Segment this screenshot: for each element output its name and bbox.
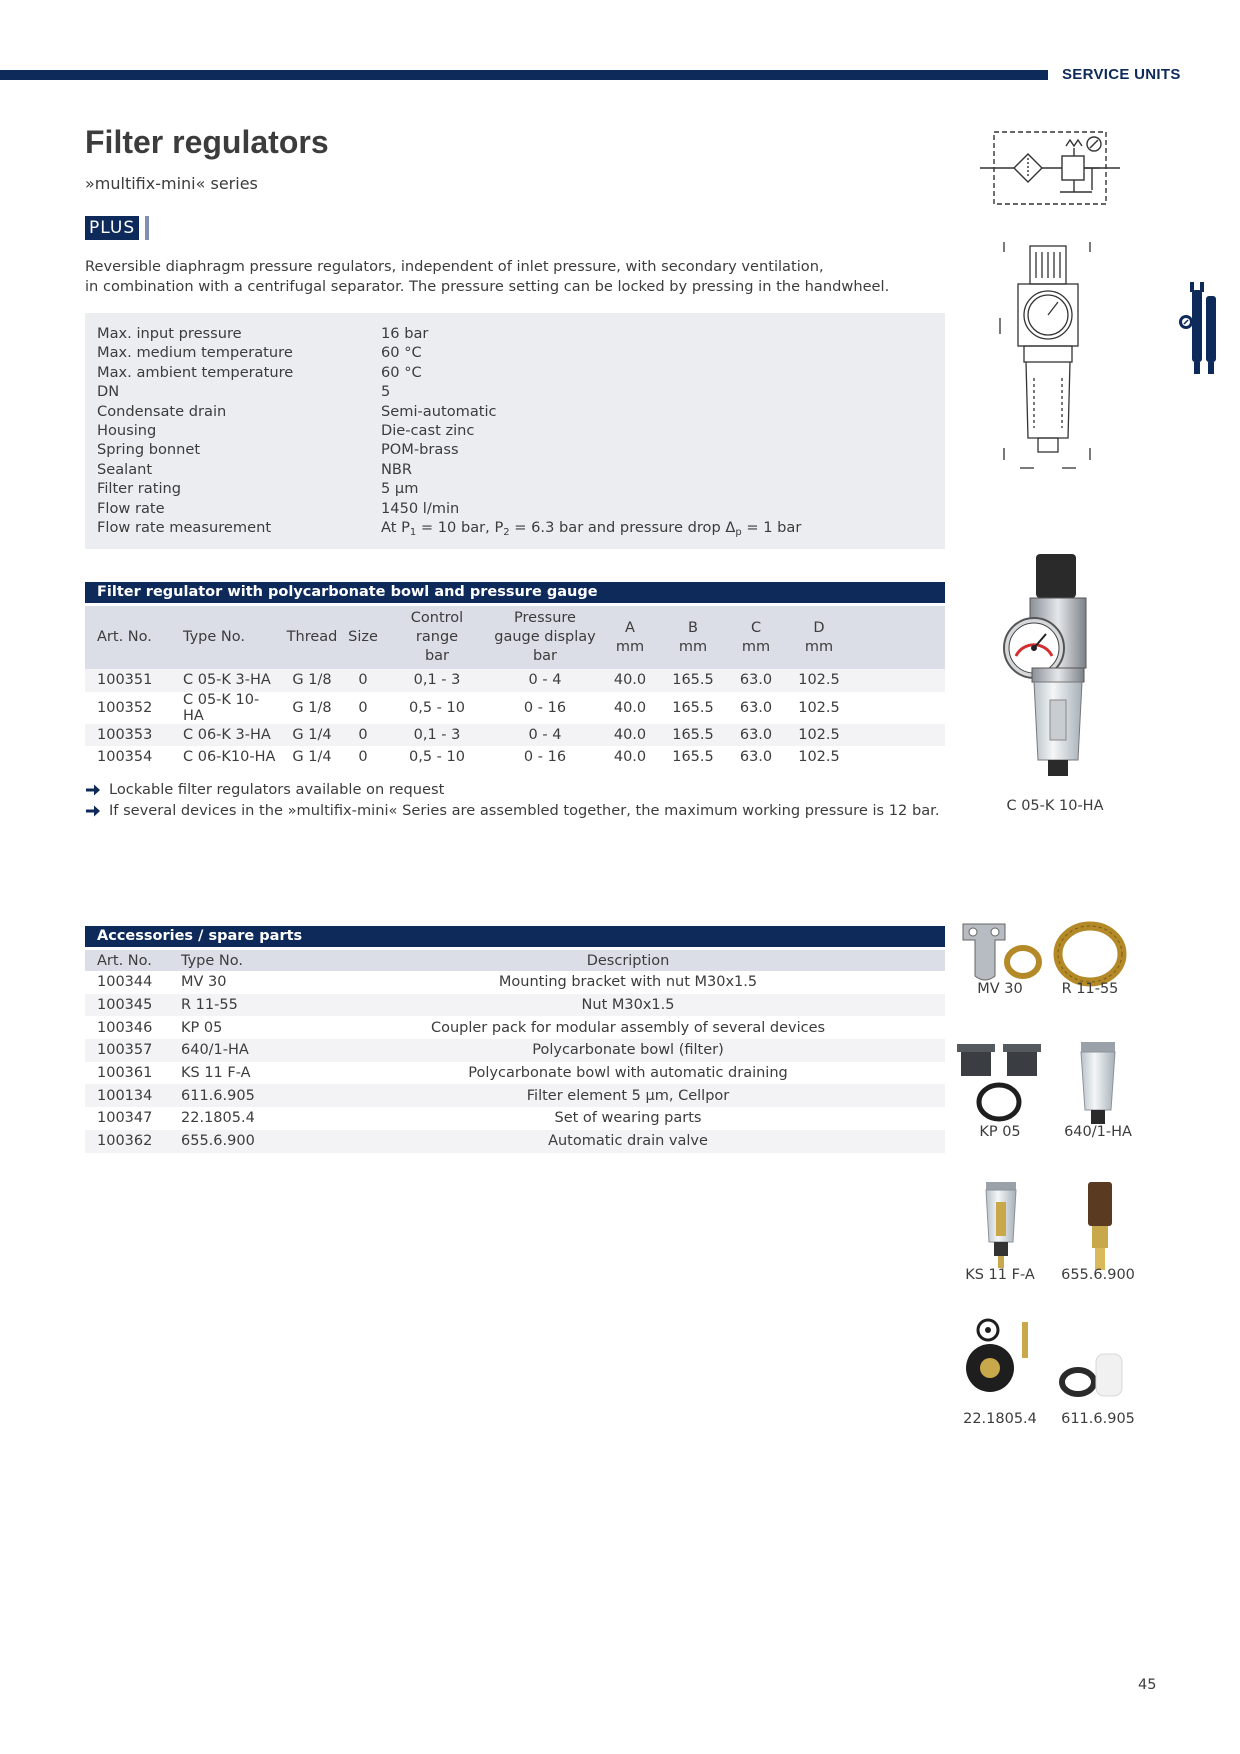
cell-c: 63.0 bbox=[739, 699, 773, 716]
spec-row bbox=[97, 402, 933, 421]
cell-d: 102.5 bbox=[798, 699, 840, 716]
caption-element: 611.6.905 bbox=[1061, 1411, 1135, 1427]
spec-key: Max. ambient temperature bbox=[97, 363, 294, 381]
header-line: bar bbox=[424, 648, 450, 664]
cell-art: 100352 bbox=[97, 699, 153, 716]
cell-spacer bbox=[851, 724, 945, 747]
formula-sub: 2 bbox=[503, 526, 510, 538]
mounting-bracket-photo bbox=[955, 918, 1045, 988]
cell-description: Nut M30x1.5 bbox=[581, 997, 675, 1014]
spec-value: NBR bbox=[381, 460, 413, 478]
cell-thread: G 1/8 bbox=[292, 699, 332, 716]
spec-key: Max. input pressure bbox=[97, 325, 242, 342]
formula-text: = 10 bar, P bbox=[416, 518, 504, 536]
spec-key: Housing bbox=[97, 421, 157, 439]
cell-type: MV 30 bbox=[181, 974, 227, 991]
spec-key: Filter rating bbox=[97, 480, 182, 498]
cell-gauge: 0 - 16 bbox=[523, 699, 567, 716]
cell-type: R 11-55 bbox=[181, 997, 238, 1014]
filter-regulator-photo bbox=[998, 550, 1108, 790]
cell-type: C 05-K 3-HA bbox=[183, 672, 271, 689]
cell-size: 0 bbox=[358, 726, 368, 743]
technical-drawing-icon bbox=[990, 238, 1110, 483]
cell-b: 165.5 bbox=[672, 699, 714, 716]
cell-description: Polycarbonate bowl with automatic draining bbox=[468, 1065, 788, 1082]
cell-d: 102.5 bbox=[798, 726, 840, 743]
cell-spacer bbox=[851, 692, 945, 724]
table-row bbox=[85, 724, 945, 747]
spec-box bbox=[85, 313, 945, 549]
cell-description: Mounting bracket with nut M30x1.5 bbox=[498, 974, 758, 991]
cell-type: C 06-K 3-HA bbox=[183, 726, 271, 743]
cell-art: 100354 bbox=[97, 749, 153, 766]
cell-art: 100344 bbox=[97, 974, 153, 991]
cell-description: Set of wearing parts bbox=[554, 1110, 702, 1127]
col-type-no: Type No. bbox=[183, 629, 245, 645]
coupler-pack-photo bbox=[955, 1040, 1045, 1125]
regulator-table-title: Filter regulator with polycarbonate bowl and pressure gauge bbox=[85, 582, 945, 603]
cell-type: 655.6.900 bbox=[181, 1133, 255, 1150]
spec-row bbox=[97, 382, 933, 401]
table-row bbox=[85, 1130, 945, 1153]
col-d bbox=[787, 606, 851, 669]
formula-sub: 1 bbox=[409, 526, 417, 538]
cell-a: 40.0 bbox=[613, 749, 647, 766]
cell-spacer bbox=[851, 746, 945, 769]
section-label: SERVICE UNITS bbox=[1062, 66, 1181, 83]
arrow-right-icon bbox=[85, 804, 101, 818]
spec-key: Condensate drain bbox=[97, 402, 227, 420]
cell-a: 40.0 bbox=[613, 726, 647, 743]
col-control-range bbox=[383, 606, 491, 669]
cell-c: 63.0 bbox=[739, 749, 773, 766]
col-spacer bbox=[851, 606, 945, 669]
cell-type: C 05-K 10-HA bbox=[183, 691, 260, 724]
arrow-right-icon bbox=[85, 783, 101, 797]
cell-spacer bbox=[851, 669, 945, 692]
cell-art: 100345 bbox=[97, 997, 153, 1014]
cell-type: 22.1805.4 bbox=[181, 1110, 255, 1127]
note-item bbox=[85, 800, 939, 821]
spec-row bbox=[97, 343, 933, 362]
formula-text: At P bbox=[381, 518, 410, 536]
header-line: B bbox=[688, 619, 698, 636]
col-description: Description bbox=[586, 952, 670, 969]
spec-value: Semi-automatic bbox=[381, 402, 497, 420]
header-line: bar bbox=[532, 648, 558, 664]
cell-art: 100361 bbox=[97, 1065, 153, 1082]
note-text: Lockable filter regulators available on request bbox=[109, 781, 445, 798]
formula-sub: p bbox=[735, 526, 742, 538]
spec-value: 5 bbox=[381, 383, 391, 401]
table-row bbox=[85, 1084, 945, 1107]
table-row bbox=[85, 1039, 945, 1062]
spec-value: 1450 l/min bbox=[381, 499, 460, 517]
header-line: gauge display bbox=[494, 629, 596, 645]
cell-art: 100353 bbox=[97, 726, 153, 743]
spec-key: Spring bonnet bbox=[97, 441, 201, 459]
intro-line: in combination with a centrifugal separator. The pressure setting can be locked by pressing in the handwheel. bbox=[85, 277, 890, 295]
spec-value: 60 °C bbox=[381, 363, 422, 381]
table-row bbox=[85, 971, 945, 994]
cell-thread: G 1/8 bbox=[292, 672, 332, 689]
table-row bbox=[85, 994, 945, 1017]
table-header-row bbox=[85, 950, 945, 971]
note-text: If several devices in the »multifix-mini« Series are assembled together, the maximum working pressure is 12 bar. bbox=[109, 802, 940, 819]
caption-wear: 22.1805.4 bbox=[963, 1411, 1037, 1427]
col-b bbox=[661, 606, 725, 669]
cell-type: 611.6.905 bbox=[181, 1087, 255, 1104]
cell-art: 100362 bbox=[97, 1133, 153, 1150]
notes bbox=[85, 779, 939, 821]
caption-mv30: MV 30 bbox=[977, 981, 1023, 997]
col-type-no: Type No. bbox=[181, 952, 243, 969]
spec-key: Flow rate bbox=[97, 499, 165, 517]
spec-value: 60 °C bbox=[381, 344, 422, 362]
spec-value bbox=[381, 518, 933, 537]
caption-drain: 655.6.900 bbox=[1061, 1267, 1135, 1283]
col-c bbox=[725, 606, 787, 669]
cell-c: 63.0 bbox=[739, 726, 773, 743]
cell-control: 0,5 - 10 bbox=[409, 749, 465, 766]
cell-type: 640/1-HA bbox=[181, 1042, 249, 1059]
note-item bbox=[85, 779, 939, 800]
polycarbonate-bowl-photo bbox=[1075, 1040, 1121, 1130]
spec-row bbox=[97, 440, 933, 459]
table-row bbox=[85, 1107, 945, 1130]
plus-badge-bar bbox=[145, 216, 149, 240]
cell-c: 63.0 bbox=[739, 672, 773, 689]
accessories-table-title: Accessories / spare parts bbox=[85, 926, 945, 947]
header-line: A bbox=[625, 619, 635, 636]
table-row bbox=[85, 669, 945, 692]
col-art-no: Art. No. bbox=[97, 629, 152, 645]
cell-art: 100357 bbox=[97, 1042, 153, 1059]
spec-key: Flow rate measurement bbox=[97, 518, 272, 536]
col-a bbox=[599, 606, 661, 669]
header-bar bbox=[0, 70, 1048, 80]
cell-type: C 06-K10-HA bbox=[183, 749, 276, 766]
header-line: Control bbox=[410, 610, 464, 626]
cell-type: KP 05 bbox=[181, 1019, 223, 1036]
cell-a: 40.0 bbox=[613, 672, 647, 689]
header-line: range bbox=[415, 629, 459, 645]
cell-description: Filter element 5 µm, Cellpor bbox=[526, 1087, 730, 1104]
cell-gauge: 0 - 4 bbox=[528, 726, 562, 743]
header-unit: mm bbox=[678, 638, 708, 655]
col-thread: Thread bbox=[286, 629, 338, 645]
cell-d: 102.5 bbox=[798, 749, 840, 766]
cell-b: 165.5 bbox=[672, 672, 714, 689]
regulator-table bbox=[85, 606, 945, 769]
spec-row bbox=[97, 421, 933, 440]
cell-description: Coupler pack for modular assembly of several devices bbox=[430, 1019, 826, 1036]
intro-text bbox=[85, 257, 945, 296]
col-art-no: Art. No. bbox=[97, 952, 152, 969]
table-row bbox=[85, 746, 945, 769]
formula-text: = 6.3 bar and pressure drop Δ bbox=[509, 518, 736, 536]
drain-valve-photo bbox=[1080, 1180, 1120, 1274]
table-row bbox=[85, 1062, 945, 1085]
page-number: 45 bbox=[1138, 1677, 1157, 1693]
spec-row bbox=[97, 499, 933, 518]
page-title: Filter regulators bbox=[85, 124, 329, 160]
spec-key: DN bbox=[97, 383, 120, 401]
caption-ks11: KS 11 F-A bbox=[965, 1267, 1035, 1283]
caption-bowl: 640/1-HA bbox=[1064, 1124, 1132, 1140]
series-subtitle: »multifix-mini« series bbox=[85, 174, 258, 193]
spec-row bbox=[97, 518, 933, 537]
accessories-table bbox=[85, 950, 945, 1153]
spec-value: 5 µm bbox=[381, 480, 419, 498]
header-line: Pressure bbox=[514, 610, 576, 626]
pneumatic-symbol-icon bbox=[980, 128, 1120, 208]
cell-art: 100347 bbox=[97, 1110, 153, 1127]
cell-art: 100351 bbox=[97, 672, 153, 689]
cell-art: 100346 bbox=[97, 1019, 153, 1036]
table-row bbox=[85, 692, 945, 724]
spec-value: Die-cast zinc bbox=[381, 421, 475, 439]
header-unit: mm bbox=[741, 638, 771, 655]
cell-size: 0 bbox=[358, 699, 368, 716]
table-row bbox=[85, 1016, 945, 1039]
cell-art: 100134 bbox=[97, 1087, 153, 1104]
plus-badge: PLUS bbox=[85, 216, 139, 240]
cell-a: 40.0 bbox=[613, 699, 647, 716]
filter-element-photo bbox=[1058, 1350, 1128, 1400]
service-unit-tab-icon bbox=[1178, 282, 1222, 378]
cell-gauge: 0 - 4 bbox=[528, 672, 562, 689]
formula-text: = 1 bar bbox=[741, 518, 802, 536]
cell-d: 102.5 bbox=[798, 672, 840, 689]
cell-control: 0,1 - 3 bbox=[413, 726, 461, 743]
product-caption: C 05-K 10-HA bbox=[1006, 798, 1104, 814]
header-unit: mm bbox=[615, 638, 645, 655]
spec-value: POM-brass bbox=[381, 441, 459, 459]
spec-key: Sealant bbox=[97, 460, 153, 478]
nut-photo bbox=[1052, 918, 1128, 988]
cell-b: 165.5 bbox=[672, 726, 714, 743]
col-gauge-display bbox=[491, 606, 599, 669]
caption-kp05: KP 05 bbox=[979, 1124, 1021, 1140]
header-line: D bbox=[813, 619, 825, 636]
wearing-parts-photo bbox=[962, 1316, 1042, 1396]
table-header-row bbox=[85, 606, 945, 669]
auto-drain-bowl-photo bbox=[978, 1180, 1024, 1272]
header-unit: mm bbox=[804, 638, 834, 655]
col-size: Size bbox=[348, 629, 378, 645]
cell-description: Polycarbonate bowl (filter) bbox=[532, 1042, 724, 1059]
intro-line: Reversible diaphragm pressure regulators, independent of inlet pressure, with secondary ventilation, bbox=[85, 258, 824, 275]
cell-thread: G 1/4 bbox=[292, 749, 332, 766]
cell-gauge: 0 - 16 bbox=[523, 749, 567, 766]
cell-size: 0 bbox=[358, 672, 368, 689]
header-line: C bbox=[750, 619, 762, 636]
caption-r1155: R 11-55 bbox=[1061, 981, 1119, 997]
spec-row bbox=[97, 324, 933, 343]
spec-value: 16 bar bbox=[381, 325, 429, 342]
spec-row bbox=[97, 460, 933, 479]
spec-row bbox=[97, 363, 933, 382]
cell-b: 165.5 bbox=[672, 749, 714, 766]
cell-control: 0,1 - 3 bbox=[413, 672, 461, 689]
cell-description: Automatic drain valve bbox=[548, 1133, 708, 1150]
cell-control: 0,5 - 10 bbox=[409, 699, 465, 716]
cell-type: KS 11 F-A bbox=[181, 1065, 251, 1082]
spec-key: Max. medium temperature bbox=[97, 344, 293, 362]
cell-thread: G 1/4 bbox=[292, 726, 332, 743]
spec-row bbox=[97, 479, 933, 498]
cell-size: 0 bbox=[358, 749, 368, 766]
